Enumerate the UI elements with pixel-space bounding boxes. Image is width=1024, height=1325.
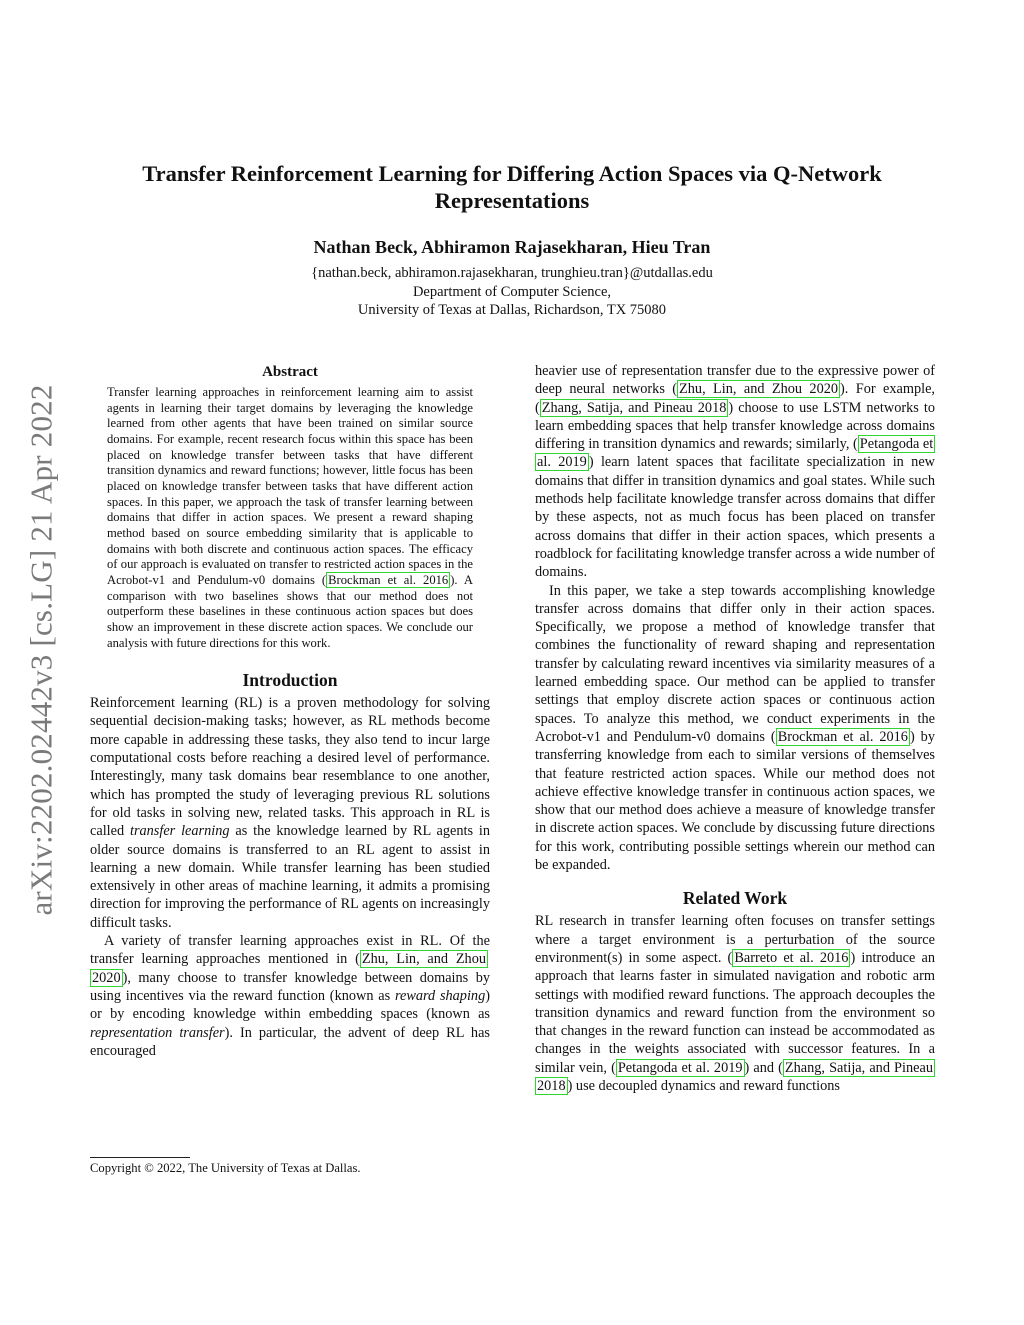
left-column [90, 362, 490, 1060]
citation-link[interactable]: Petangoda et al. 2019 [537, 436, 934, 471]
copyright-footnote: Copyright © 2022, The University of Texas at Dallas. [90, 1161, 361, 1175]
introduction-paragraph: Reinforcement learning (RL) is a proven methodology for solving sequential decision-making tasks; however, as RL methods become more capable in addressing these tasks, they also tend to incur large computational costs before reaching a desired level of performance. Interestingly, many task domains bear resemblance to one another, which has prompted the study of leveraging previous RL solutions for old tasks in solving new, related tasks. This approach in RL is called transfer learning as the knowledge learned by RL agents in older source domains is transferred to an RL agent to assist in learning a new domain. While transfer learning has been studied extensively in other areas of machine learning, it admits a promising direction for improving the performance of RL agents on increasingly difficult tasks. [90, 695, 490, 931]
footnote-divider [90, 1157, 190, 1158]
introduction-paragraph: In this paper, we take a step towards accomplishing knowledge transfer across domains that differ only in their action spaces. Specifically, we propose a method of knowledge transfer that combines the functionality of reward shaping and representation transfer by calculating reward incentives via similarity measures of a learned embedding space. Our method can be applied to transfer settings that employ discrete action spaces or continuous action spaces. To analyze this method, we conduct experiments in the Acrobot-v1 and Pendulum-v0 domains ( Brockman et al. 2016 ) by transferring knowledge from each to similar versions of themselves that feature restricted action spaces. While our method does not achieve effective knowledge transfer in continuous action spaces, we show that our method does achieve a measure of knowledge transfer in discrete action spaces. We conclude by discussing future directions for this work, contributing possible settings wherein our method can be expanded. [535, 582, 935, 874]
citation-link[interactable]: Brockman et al. 2016 [777, 728, 908, 745]
citation-link[interactable]: Zhang, Satija, and Pineau 2018 [537, 1059, 933, 1094]
related-work-paragraph: RL research in transfer learning often focuses on transfer settings where a target environment is a perturbation of the source environment(s) in some aspect. ( Barreto et al. 2016 ) introduce an approach that learns faster in simulated navigation and robotic arm settings with modified reward functions. The approach decouples the transition dynamics and reward function from the environment so that changes in the reward function can instead be accommodated as changes in the weights associated with successor features. In a similar vein, ( Petangoda et al. 2019 ) and ( Zhang, Satija, and Pineau 2018 ) use decoupled dynamics and reward functions [535, 913, 935, 1094]
abstract-heading: Abstract [262, 364, 318, 380]
citation-link[interactable]: Zhu, Lin, and Zhou 2020 [92, 951, 487, 986]
citation-link[interactable]: Petangoda et al. 2019 [617, 1059, 743, 1076]
paper-authors: Nathan Beck, Abhiramon Rajasekharan, Hieu Tran [313, 237, 711, 257]
university: University of Texas at Dallas, Richardson, TX 75080 [357, 302, 667, 318]
citation-link[interactable]: Brockman et al. 2016 [328, 572, 449, 587]
department: Department of Computer Science, [412, 283, 612, 300]
paper-title: Transfer Reinforcement Learning for Differing Action Spaces via Q-Network Representations [142, 161, 882, 213]
citation-link[interactable]: Zhu, Lin, and Zhou 2020 [679, 381, 839, 398]
citation-link[interactable]: Barreto et al. 2016 [734, 949, 849, 966]
introduction-heading: Introduction [242, 670, 338, 691]
abstract-text: Transfer learning approaches in reinforcement learning aim to assist agents in learning their target domains by leveraging the knowledge learned from other agents that have been trained on similar source domains. For example, recent research focus within this space has been placed on knowledge transfer between tasks that have different transition dynamics and reward functions; however, little focus has been placed on knowledge transfer between tasks that have different action spaces. In this paper, we approach the task of transfer learning between domains that differ in action spaces. We present a reward shaping method based on source embedding similarity that is applicable to domains with both discrete and continuous action spaces. The efficacy of our approach is evaluated on transfer to restricted action spaces in the Acrobot-v1 and Pendulum-v0 domains ( Brockman et al. 2016 ). A comparison with two baselines shows that our method does not outperform these baselines in these continuous action spaces but does show an improvement in these discrete action spaces. We conclude our analysis with future directions for this work. [107, 385, 473, 650]
citation-link[interactable]: Zhang, Satija, and Pineau 2018 [541, 399, 727, 416]
author-affiliation [90, 264, 934, 320]
related-work-heading: Related Work [682, 888, 788, 909]
introduction-paragraph: A variety of transfer learning approaches exist in RL. Of the transfer learning approaches mentioned in ( Zhu, Lin, and Zhou 2020 ), many choose to transfer knowledge between domains by using incentives via the reward function (known as reward shaping) or by encoding knowledge within embedding spaces (known as representation transfer). In particular, the advent of deep RL has encouraged [90, 933, 490, 1059]
arxiv-identifier-text: arXiv:2202.02442v3 [cs.LG] 21 Apr 2022 [24, 384, 59, 916]
introduction-paragraph-continued: heavier use of representation transfer due to the expressive power of deep neural networks ( Zhu, Lin, and Zhou 2020 ). For example, ( Zhang, Satija, and Pineau 2018 ) choose to use LSTM networks to learn embedding spaces that help transfer knowledge across domains differing in transition dynamics and rewards; similarly, ( Petangoda et al. 2019 ) learn latent spaces that facilitate specialization in new domains that differ in transition dynamics and goal states. While such methods help facilitate knowledge transfer across domains that differ by these aspects, not as much focus has been placed on transfer across domains that differ in their action spaces, which presents a roadblock for facilitating knowledge transfer across a wide number of domains. [535, 363, 936, 581]
author-emails: {nathan.beck, abhiramon.rajasekharan, trunghieu.tran}@utdallas.edu [311, 265, 713, 281]
arxiv-identifier-stamp [22, 355, 62, 945]
right-column [535, 362, 935, 1095]
